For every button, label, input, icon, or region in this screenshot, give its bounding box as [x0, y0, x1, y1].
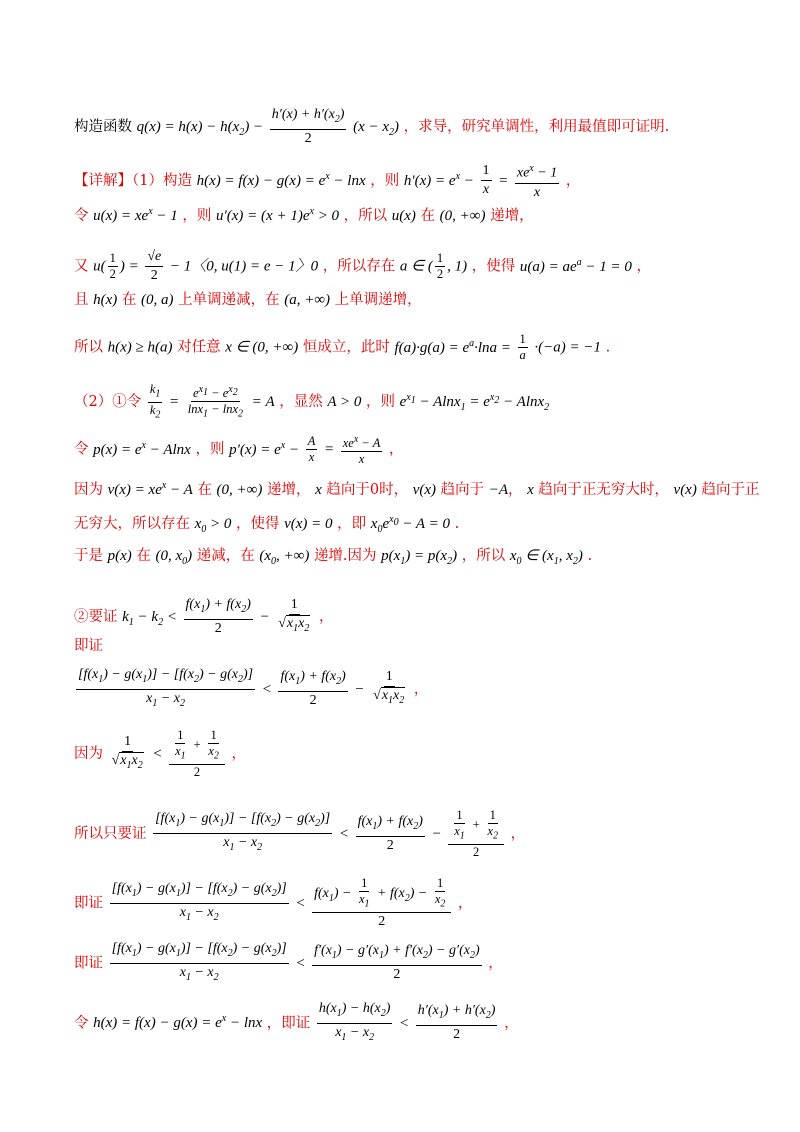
- text: ，求导，研究单调性，利用最值即可证明.: [403, 118, 670, 135]
- formula: (a, +∞): [284, 292, 331, 308]
- text: ，: [458, 895, 473, 912]
- fraction: $\frac{√e}{2}$: [147, 249, 162, 283]
- line-u: [74, 202, 534, 226]
- text: 趋向于: [440, 482, 485, 498]
- text: ，使得: [236, 516, 280, 532]
- text: 于是: [74, 548, 103, 564]
- formula: $p(x_1) = p(x_2)$: [381, 548, 458, 567]
- formula: <: [338, 825, 349, 842]
- fraction: $f(x_1)$ − $\frac{1}{x_1}$ + $f(x_2)$ − $\frac{1}{x_2}$ 2: [312, 876, 451, 931]
- fraction: $\frac{[f(x_1) - g(x_1)] - [f(x_2) - g(x_2)]}{x_1 - x_2}$: [111, 941, 287, 983]
- line-part2: [74, 382, 549, 422]
- line-p-monotone: [74, 546, 592, 572]
- text: 上单调递增，: [334, 292, 422, 308]
- fraction: $\frac{xe^x - A}{x}$: [342, 434, 381, 467]
- text: ，: [504, 1015, 519, 1032]
- line-monotone: [74, 290, 422, 310]
- text: 即证: [74, 895, 103, 912]
- fraction: $\frac{[f(x_1) - g(x_1)] - [f(x_2) - g(x_2)]}{x_1 - x_2}$: [78, 667, 254, 709]
- text: 在: [420, 208, 436, 224]
- formula: −A: [488, 482, 509, 498]
- fraction: $\frac{1}{x}$: [482, 163, 490, 198]
- formula: <: [261, 681, 272, 698]
- formula-q: $q(x) = h(x) - h(x_2)$ −: [136, 118, 264, 138]
- formula: $p'(x) = e^x$ −: [229, 439, 300, 458]
- formula: a ∈ (: [399, 258, 433, 275]
- text: ，: [413, 681, 429, 698]
- line-ie-3: [74, 940, 503, 987]
- fraction: $\frac{h'(x_1) + h'(x_2)}{2}$: [417, 1003, 496, 1043]
- text: 无穷大，所以存在: [74, 516, 190, 532]
- fraction: $\frac{xe^x - 1}{x}$: [515, 160, 559, 202]
- text: 递增.因为: [313, 548, 377, 564]
- formula: x: [315, 482, 322, 498]
- text: 即证: [74, 638, 103, 654]
- formula: <: [295, 955, 306, 972]
- line-let-h: [74, 1000, 519, 1047]
- formula: $e^{x_1} - Alnx_1 = e^{x_2} - Alnx_2$: [399, 392, 550, 413]
- fraction: $\frac{f'(x_1) - g'(x_1) + f'(x_2) - g'(x_2)}{2}$: [314, 943, 480, 983]
- formula: ·(−a) = −1: [534, 339, 602, 356]
- fraction: $\frac{[f(x_1) - g(x_1)] - [f(x_2) - g(x_2)]}{x_1 - x_2}$: [111, 880, 287, 923]
- fraction: $\frac{1}{2}$: [436, 251, 444, 281]
- line-minimum: [74, 332, 610, 363]
- line-only-prove: [74, 808, 525, 860]
- formula: $x_0$ ∈ ($x_1$, $x_2$): [509, 548, 583, 567]
- formula: (0, $x_0$): [155, 548, 193, 567]
- fraction: $\frac{e^{x_1} - e^{x_2}}{\ln x_1 - \ln x_2}$: [187, 384, 243, 420]
- formula: p(x): [107, 548, 132, 564]
- text: ，所以: [343, 208, 388, 224]
- line-prove: [74, 596, 333, 638]
- fraction: $\frac{A}{x}$: [307, 434, 316, 465]
- formula: <: [152, 745, 163, 762]
- text: ，: [508, 482, 523, 498]
- formula: v(x): [412, 482, 437, 498]
- formula: $x_0 > 0$: [194, 516, 232, 535]
- text: ，显然: [279, 394, 323, 410]
- text: 趋向于0时，: [326, 482, 409, 498]
- formula: v(x): [673, 482, 697, 498]
- text: ，: [388, 441, 404, 458]
- line-construct-q: [74, 106, 669, 148]
- fraction: $\frac{h'(x) + h'(x_2)}{2}$: [271, 107, 345, 146]
- line-p: [74, 432, 403, 467]
- text: ②要证: [74, 608, 118, 625]
- formula: =: [323, 441, 335, 458]
- text: ，: [510, 825, 526, 842]
- text: ，所以: [461, 548, 506, 564]
- text: 构造函数: [74, 118, 132, 135]
- formula: (0, a): [140, 292, 174, 308]
- text: 趋向于正无穷大时，: [538, 482, 669, 498]
- formula: $v(x) = xe^x - A$: [107, 480, 193, 498]
- text: ，即证: [266, 1015, 311, 1032]
- text: 因为: [74, 482, 103, 498]
- line-ie-2: [74, 876, 473, 931]
- text: .: [454, 516, 460, 532]
- text: 上单调递减，在: [178, 292, 280, 308]
- text: 令: [74, 441, 89, 458]
- formula: x: [527, 482, 534, 498]
- text: ，即: [337, 516, 367, 532]
- fraction: $\frac{1}{2}$: [109, 251, 116, 281]
- line-x0: [74, 510, 459, 540]
- text: 恒成立，此时: [302, 339, 390, 356]
- formula: −: [259, 608, 270, 625]
- formula: , 1): [447, 258, 468, 275]
- text: 且: [74, 292, 89, 308]
- formula-uprime: $u'(x) = (x + 1)e^x > 0$: [216, 206, 340, 224]
- text: ，使得: [471, 258, 516, 275]
- line-ie-label: [74, 636, 103, 656]
- line-exists-a: [74, 248, 651, 285]
- formula: −: [431, 825, 442, 842]
- formula: h(x) ≥ h(a): [107, 339, 173, 356]
- formula: = A: [251, 394, 275, 410]
- text: 即证: [74, 955, 103, 972]
- formula-u: $u(x) = xe^x - 1$: [93, 206, 178, 224]
- formula: $f(a)\cdot g(a) = e^a\cdot\ln a$ =: [394, 337, 511, 356]
- formula: u(: [93, 258, 106, 275]
- formula: u(x): [391, 208, 416, 224]
- fraction: $\frac{1}{a}$: [519, 332, 526, 362]
- text: ，: [636, 258, 652, 275]
- text: ，: [318, 608, 334, 625]
- formula: v(x) = 0: [284, 516, 333, 532]
- fraction: $\frac{f(x_1) + f(x_2)}{2}$: [185, 597, 251, 636]
- text: ，则: [195, 441, 225, 458]
- formula: $k_1 - k_2$ <: [122, 608, 177, 628]
- fraction: $\frac{k_1}{k_2}$: [149, 382, 161, 420]
- text: 递增，: [490, 208, 534, 224]
- formula-h: $h(x) = f(x) - g(x) = e^x - \ln x$: [196, 170, 366, 189]
- text: ，所以存在: [322, 258, 396, 275]
- text: ，则: [366, 394, 395, 410]
- text: 令: [74, 208, 89, 224]
- text: .: [587, 548, 593, 564]
- detail-tag: 【详解】: [74, 172, 132, 189]
- formula-interval: (0, +∞): [439, 208, 486, 224]
- fraction: $\frac{1}{x_1}$ + $\frac{1}{x_2}$ 2: [448, 808, 504, 860]
- text: 因为: [74, 745, 103, 762]
- text: ，则: [370, 172, 400, 189]
- text: ，则: [182, 208, 212, 224]
- text: 所以只要证: [74, 825, 147, 842]
- formula: A > 0: [327, 394, 362, 410]
- text: 递增，: [266, 482, 311, 498]
- text: 对任意: [177, 339, 221, 356]
- line-v: [74, 476, 759, 500]
- text: （2）①令: [74, 394, 142, 410]
- formula: x ∈ (0, +∞): [225, 339, 299, 356]
- text: 递减，在: [196, 548, 255, 564]
- text: 又: [74, 258, 89, 275]
- formula: $h(x) = f(x) - g(x) = e^x - \ln x$: [93, 1013, 263, 1032]
- text: 所以: [74, 339, 103, 356]
- text: （1）构造: [132, 172, 192, 189]
- formula: $x_0e^{x_0} - A = 0$: [370, 514, 450, 535]
- text: 趋向于正: [701, 482, 760, 498]
- formula: (0, +∞): [216, 482, 263, 498]
- text: .: [605, 339, 611, 356]
- line-ie-formula: [74, 666, 428, 713]
- line-detail-1: [74, 160, 580, 202]
- formula: $u(a) = ae^a - 1 = 0$: [519, 256, 632, 275]
- text: ，: [231, 745, 246, 762]
- text: 在: [136, 548, 151, 564]
- fraction: $\frac{f(x_1) + f(x_2)}{2}$: [280, 669, 346, 709]
- formula: h(x): [93, 292, 118, 308]
- formula: <: [295, 895, 306, 912]
- fraction: $\frac{f(x_1) + f(x_2)}{2}$: [357, 813, 423, 853]
- formula: ) =: [119, 258, 139, 275]
- text: ，: [565, 172, 581, 189]
- formula: − 1〈0, u(1) = e − 1〉0: [169, 258, 319, 275]
- formula: =: [169, 394, 180, 410]
- formula-part: $(x - x_2)$: [353, 118, 400, 138]
- fraction: $\frac{1}{x_1}$ + $\frac{1}{x_2}$ 2: [169, 728, 225, 780]
- fraction: $\frac{1}{√x_1x_2}$: [278, 597, 310, 634]
- text: ，: [488, 955, 503, 972]
- formula-hprime: $h'(x) = e^x$ −: [403, 170, 474, 189]
- text: 令: [74, 1015, 89, 1032]
- line-because: [74, 728, 246, 780]
- formula: $p(x) = e^x - Alnx$: [93, 439, 191, 458]
- equals: =: [498, 172, 509, 189]
- formula: ($x_0$, +∞): [259, 548, 310, 567]
- text: 在: [121, 292, 137, 308]
- fraction: $\frac{1}{√x_1x_2}$: [111, 733, 143, 771]
- formula: <: [399, 1015, 410, 1032]
- text: 在: [197, 482, 212, 498]
- fraction: $\frac{1}{√x_1x_2}$: [373, 669, 405, 707]
- fraction: $\frac{h(x_1) - h(x_2)}{x_1 - x_2}$: [318, 1001, 391, 1043]
- formula: −: [354, 681, 365, 698]
- fraction: $\frac{[f(x_1) - g(x_1)] - [f(x_2) - g(x_2)]}{x_1 - x_2}$: [155, 811, 331, 854]
